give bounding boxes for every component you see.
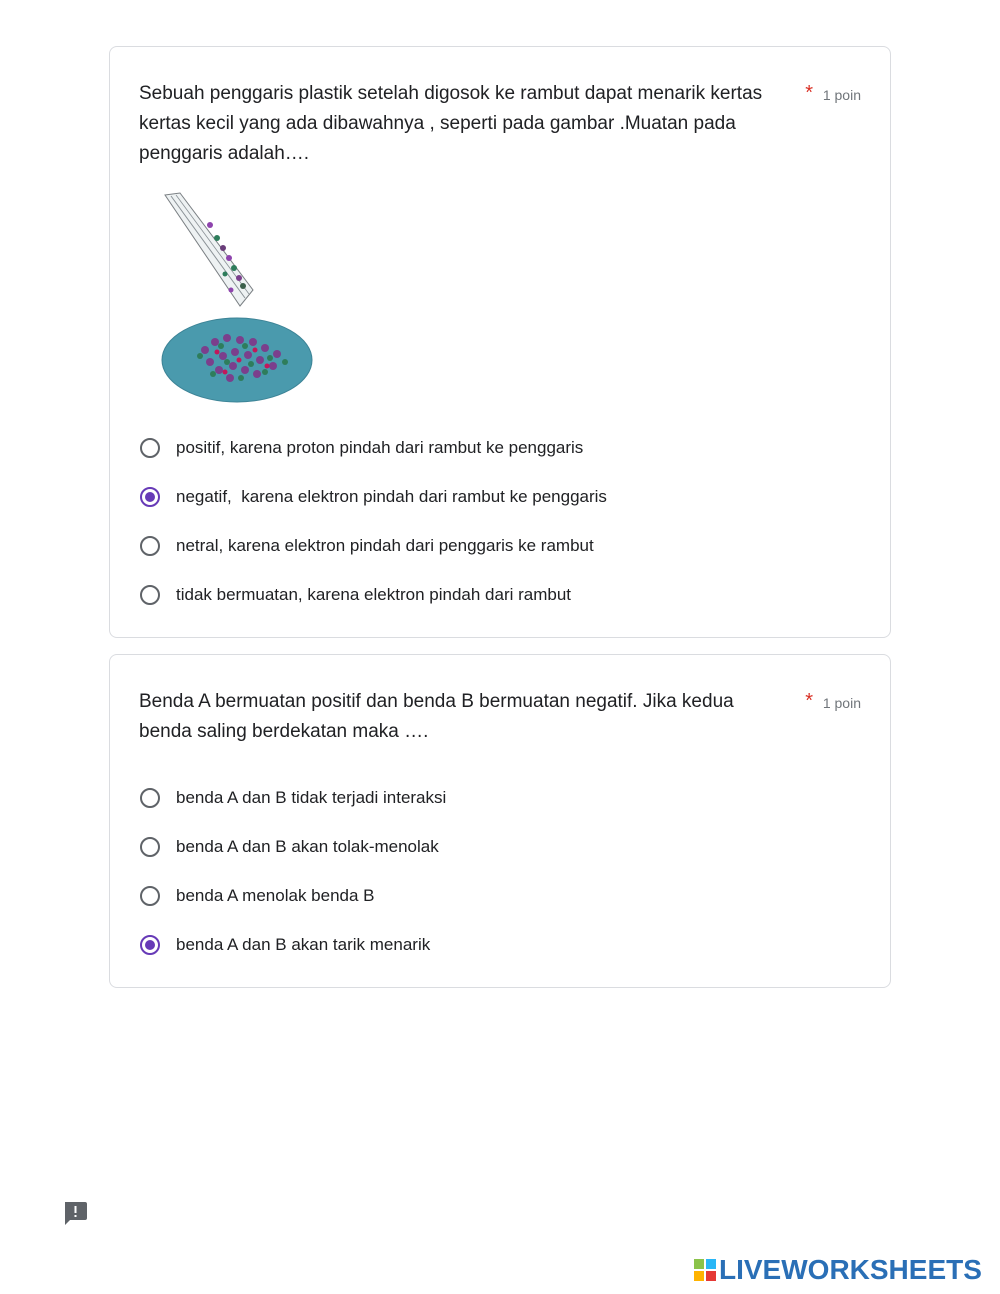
option-tidak-bermuatan[interactable] [139, 570, 607, 619]
option-label: benda A menolak benda B [176, 885, 375, 905]
option-negatif[interactable] [139, 472, 607, 521]
question-card-1 [109, 46, 891, 638]
option-label: positif, karena proton pindah dari rambut ke penggaris [176, 437, 584, 457]
points-label: 1 poin [822, 695, 861, 711]
option-label: benda A dan B tidak terjadi interaksi [176, 787, 447, 807]
liveworksheets-logo-icon [694, 1259, 716, 1281]
question-card-2 [109, 654, 891, 988]
paper-dish-illustration [162, 318, 312, 402]
ruler-attracting-paper-image [155, 190, 320, 408]
radio-button-selected[interactable] [140, 935, 160, 955]
option-tidak-interaksi[interactable] [139, 773, 446, 822]
option-label: benda A dan B akan tolak-menolak [176, 836, 439, 856]
question-header [139, 79, 861, 169]
option-positif[interactable] [139, 423, 607, 472]
option-tarik-menarik[interactable] [139, 920, 446, 969]
answer-options [139, 773, 446, 969]
ruler-illustration [165, 193, 253, 306]
report-feedback-icon[interactable] [62, 1200, 88, 1226]
question-header [139, 687, 861, 747]
option-label: negatif, karena elektron pindah dari rambut ke penggaris [176, 486, 607, 506]
radio-button[interactable] [140, 585, 160, 605]
option-tolak-menolak[interactable] [139, 822, 446, 871]
question-text: Sebuah penggaris plastik setelah digosok ke rambut dapat menarik kertas kertas kecil yang ada dibawahnya , seperti pada gambar .Muatan pada penggaris adalah…. [139, 83, 763, 164]
option-menolak[interactable] [139, 871, 446, 920]
option-label: benda A dan B akan tarik menarik [176, 934, 431, 954]
option-netral[interactable] [139, 521, 607, 570]
radio-button-selected[interactable] [140, 487, 160, 507]
radio-button[interactable] [140, 886, 160, 906]
question-text: Benda A bermuatan positif dan benda B bermuatan negatif. Jika kedua benda saling berdekatan maka …. [139, 691, 734, 742]
radio-button[interactable] [140, 788, 160, 808]
radio-button[interactable] [140, 438, 160, 458]
option-label: tidak bermuatan, karena elektron pindah dari rambut [176, 584, 572, 604]
radio-button[interactable] [140, 536, 160, 556]
option-label: netral, karena elektron pindah dari penggaris ke rambut [176, 535, 594, 555]
required-asterisk: * [805, 690, 813, 712]
brand-name: LIVEWORKSHEETS [719, 1254, 982, 1285]
answer-options [139, 423, 607, 619]
radio-button[interactable] [140, 837, 160, 857]
required-asterisk: * [805, 82, 813, 104]
liveworksheets-brand[interactable] [694, 1254, 982, 1286]
points-label: 1 poin [822, 87, 861, 103]
